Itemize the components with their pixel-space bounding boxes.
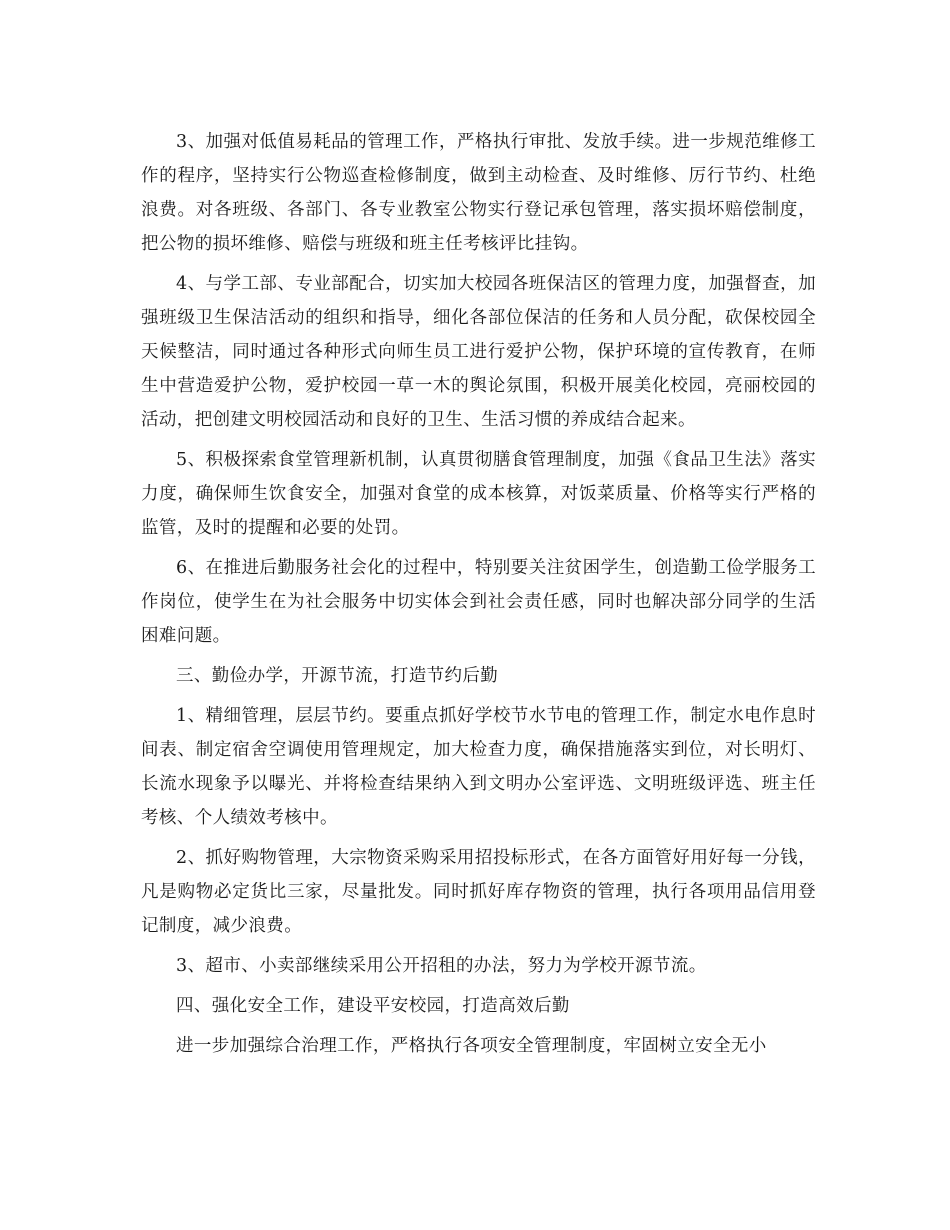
paragraph-item-5-canteen: 5、积极探索食堂管理新机制，认真贯彻膳食管理制度，加强《食品卫生法》落实力度，确保师生饮食安全，加强对食堂的成本核算，对饭菜质量、价格等实行严格的监管，及时的提醒和必要的处罚。 [141,450,816,538]
paragraph-item-4-campus-cleaning: 4、与学工部、专业部配合，切实加大校园各班保洁区的管理力度，加强督查，加强班级卫生保洁活动的组织和指导，细化各部位保洁的任务和人员分配，砍保校园全天候整洁，同时通过各种形式向师生员工进行爱护公物，保护环境的宣传教育，在师生中营造爱护公物，爱护校园一草一木的舆论氛围，积极开展美化校园，亮丽校园的活动，把创建文明校园活动和良好的卫生、生活习惯的养成结合起来。 [141,274,816,430]
paragraph-item-1-saving: 1、精细管理，层层节约。要重点抓好学校节水节电的管理工作，制定水电作息时间表、制定宿舍空调使用管理规定，加大检查力度，确保措施落实到位，对长明灯、长流水现象予以曝光、并将检查结果纳入到文明办公室评选、文明班级评选、班主任考核、个人绩效考核中。 [141,706,816,828]
paragraph-item-6-work-study: 6、在推进后勤服务社会化的过程中，特别要关注贫困学生，创造勤工俭学服务工作岗位，使学生在为社会服务中切实体会到社会责任感，同时也解决部分同学的生活困难问题。 [141,558,816,646]
paragraph-item-2-purchasing: 2、抓好购物管理，大宗物资采购采用招投标形式，在各方面管好用好每一分钱，凡是购物必定货比三家，尽量批发。同时抓好库存物资的管理，执行各项用品信用登记制度，减少浪费。 [141,848,816,936]
paragraph-item-3-supermarket: 3、超市、小卖部继续采用公开招租的办法，努力为学校开源节流。 [176,956,707,976]
paragraph-item-3-consumables: 3、加强对低值易耗品的管理工作，严格执行审批、发放手续。进一步规范维修工作的程序，坚持实行公物巡查检修制度，做到主动检查、及时维修、厉行节约、杜绝浪费。对各班级、各部门、各专业教室公物实行登记承包管理，落实损坏赔偿制度，把公物的损坏维修、赔偿与班级和班主任考核评比挂钩。 [141,132,816,254]
document-body [141,125,816,1069]
section-heading-3: 三、勤俭办学，开源节流，打造节约后勤 [176,666,499,686]
paragraph-safety-intro: 进一步加强综合治理工作，严格执行各项安全管理制度，牢固树立安全无小 [176,1036,767,1056]
section-heading-4: 四、强化安全工作，建设平安校园，打造高效后勤 [176,996,570,1016]
